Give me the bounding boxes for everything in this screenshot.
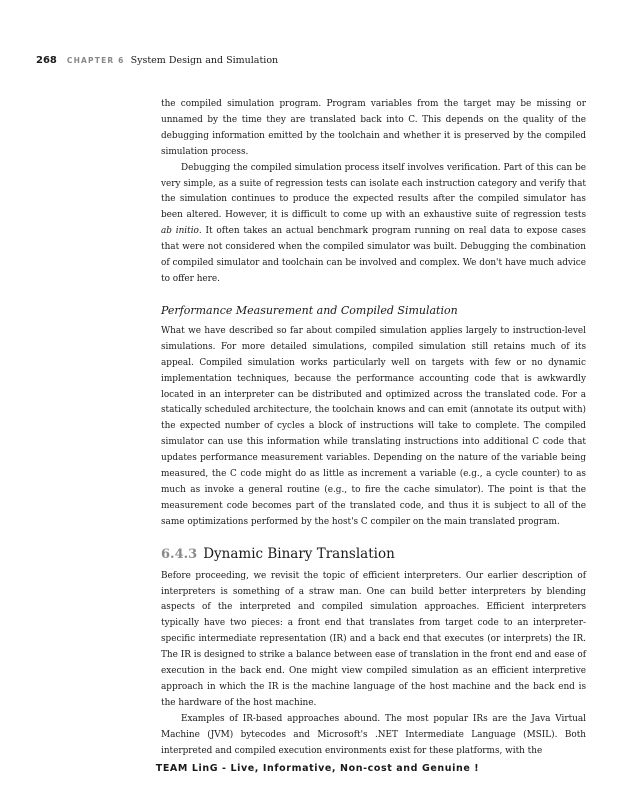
chapter-title: System Design and Simulation bbox=[130, 55, 279, 66]
paragraph-ir-examples: Examples of IR-based approaches abound. The most popular IRs are the Java Virtual Machine (JVM) bytecodes and Microsoft's .NET Intermediate Language (MSIL). Both interpreted and compiled execution environments exist for these platforms, with the bbox=[161, 713, 586, 756]
paragraph-debugging bbox=[161, 161, 586, 288]
paragraph-continuation: the compiled simulation program. Program variables from the target may be missing or unnamed by the time they are translated back into C. This depends on the quality of the debugging information emitted by the toolchain and whether it is preserved by the compiled simulation process. bbox=[161, 99, 586, 157]
running-header bbox=[36, 55, 278, 66]
paragraph-performance: What we have described so far about compiled simulation applies largely to instruction-level simulations. For more detailed simulations, compiled simulation still retains much of its appeal. Compiled simulation works particularly well on targets with few or no dynamic implementation techniques, because the performance accounting code that is awkwardly located in an interpreter can be distributed and optimized across the translated code. For a statically scheduled architecture, the toolchain knows and can emit (annotate its output with) the expected number of cycles a block of instructions will take to complete. The compiled simulator can use this information while translating instructions into additional C code that updates performance measurement variables. Depending on the nature of the variable being measured, the C code might do as little as increment a variable (e.g., a cycle counter) to as much as invoke a general routine (e.g., to fire the cache simulator). The point is that the measurement code becomes part of the translated code, and thus it is subject to all of the same optimizations performed by the host's C compiler on the main translated program. bbox=[161, 325, 586, 527]
paragraph-debugging-text-a: Debugging the compiled simulation process itself involves verification. Part of this can be very simple, as a suite of regression tests can isolate each instruction category and verify that the simulation continues to produce the expected results after the compiled simulator has been altered. However, it is difficult to come up with an exhaustive suite of regression tests bbox=[161, 162, 586, 221]
paragraph-debugging-text-b: . It often takes an actual benchmark program running on real data to expose cases that were not considered when the compiled simulator was built. Debugging the combination of compiled simulator and toolchain can be involved and complex. We don't have much advice to offer here. bbox=[161, 226, 586, 284]
latin-phrase: ab initio bbox=[161, 226, 199, 237]
section-heading bbox=[161, 545, 586, 564]
section-number: 6.4.3 bbox=[161, 546, 198, 562]
page-number: 268 bbox=[36, 55, 57, 66]
subheading: Performance Measurement and Compiled Simulation bbox=[161, 303, 458, 317]
section-title: Dynamic Binary Translation bbox=[203, 545, 395, 562]
footer-watermark: TEAM LinG - Live, Informative, Non-cost and Genuine ! bbox=[155, 763, 480, 774]
chapter-label: CHAPTER 6 bbox=[66, 56, 125, 65]
paragraph-interpreters: Before proceeding, we revisit the topic of efficient interpreters. Our earlier description of interpreters is something of a straw man. One can build better interpreters by blending aspects of the interpreted and compiled simulation approaches. Efficient interpreters typically have two pieces: a front end that translates from target code to an interpreter-specific intermediate representation (IR) and a back end that executes (or interprets) the IR. The IR is designed to strike a balance between ease of translation in the front end and ease of execution in the back end. One might view compiled simulation as an efficient interpretive approach in which the IR is the machine language of the host machine and the back end is the hardware of the host machine. bbox=[161, 570, 586, 708]
page-body bbox=[161, 97, 586, 760]
